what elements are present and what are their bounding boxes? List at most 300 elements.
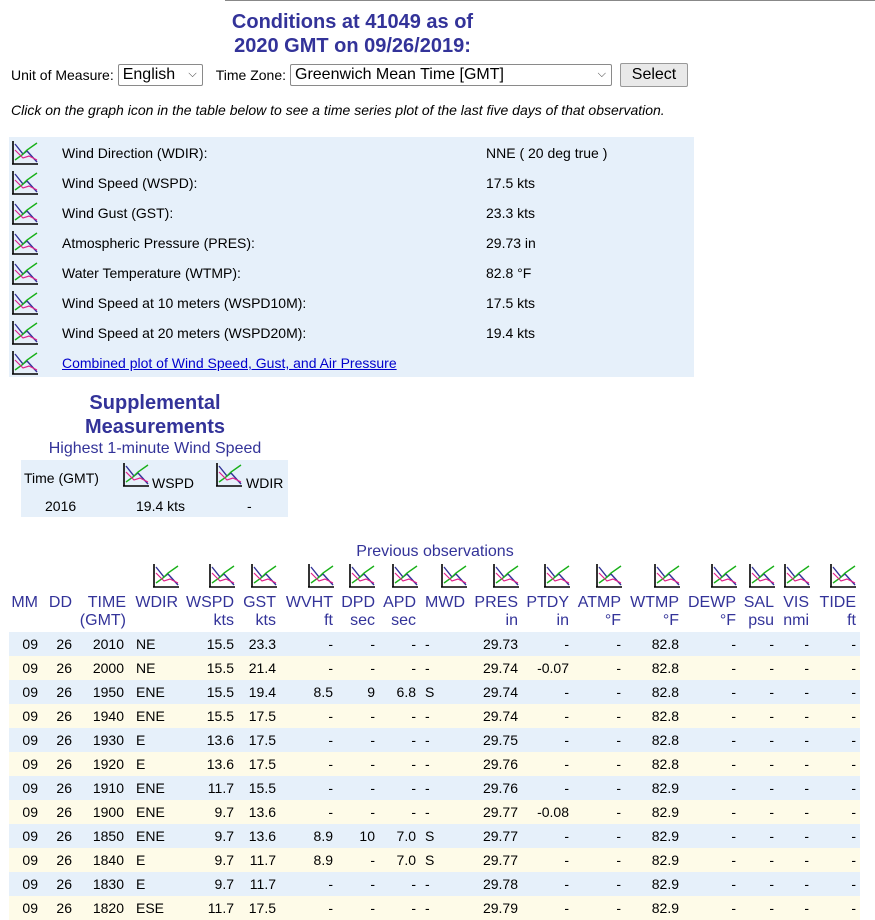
table-row [9,872,860,896]
table-cell: - [731,684,736,700]
table-row [9,704,860,728]
graph-icon-svg [307,563,335,589]
table-cell: 9.7 [214,804,234,820]
graph-icon-svg [152,563,180,589]
table-cell: - [425,804,430,820]
graph-icon[interactable] [829,563,857,594]
table-cell: 26 [56,684,72,700]
column-header: WDIR [135,594,178,611]
table-cell: - [731,804,736,820]
table-cell: 13.6 [206,756,234,772]
graph-icon-svg [11,230,39,256]
table-cell: - [804,804,809,820]
table-cell: - [769,804,774,820]
graph-icon[interactable] [748,563,776,594]
condition-row [9,287,694,317]
condition-label: Water Temperature (WTMP): [62,265,241,281]
table-cell: - [425,780,430,796]
supp-wdir-value: - [247,498,252,514]
table-cell: 09 [22,876,38,892]
table-cell: - [370,660,375,676]
condition-row [9,197,694,227]
table-cell: 09 [22,660,38,676]
previous-observations-caption: Previous observations [356,543,514,560]
supp-col-wspd: WSPD [152,475,194,491]
graph-icon[interactable] [492,563,520,594]
condition-label: Wind Speed (WSPD): [62,175,198,191]
graph-icon[interactable] [11,260,39,289]
table-cell: 26 [56,708,72,724]
table-cell: - [564,732,569,748]
table-row [9,752,860,776]
table-cell: 26 [56,660,72,676]
condition-label: Wind Direction (WDIR): [62,145,208,161]
table-cell: - [851,828,856,844]
table-cell: 29.78 [482,876,518,892]
graph-icon-svg [11,260,39,286]
graph-icon-svg [829,563,857,589]
table-cell: 09 [22,828,38,844]
table-cell: 82.8 [651,756,679,772]
table-cell: - [851,708,856,724]
graph-icon-svg [595,563,623,589]
table-cell: 29.77 [482,852,518,868]
condition-value: 82.8 °F [486,265,532,281]
table-cell: 17.5 [248,756,276,772]
table-cell: 29.76 [482,756,518,772]
table-cell: - [731,876,736,892]
table-cell: - [769,852,774,868]
combined-plot-link[interactable]: Combined plot of Wind Speed, Gust, and Air Pressure [62,355,397,371]
condition-label: Wind Speed at 10 meters (WSPD10M): [62,295,307,311]
table-cell: E [136,876,146,892]
table-cell: 11.7 [249,876,276,892]
condition-row [9,167,694,197]
condition-row [9,227,694,257]
table-row [9,896,860,920]
table-cell: 29.79 [482,900,518,916]
graph-icon[interactable] [152,563,180,594]
column-unit: kts [255,612,276,629]
table-cell: 9 [367,684,375,700]
table-cell: 23.3 [248,636,276,652]
table-cell: 11.7 [207,900,234,916]
table-cell: 1950 [92,684,124,700]
table-cell: - [731,780,736,796]
controls-bar [11,62,688,88]
graph-icon[interactable] [653,563,681,594]
table-cell: 15.5 [248,780,276,796]
table-cell: - [616,828,621,844]
table-cell: - [769,708,774,724]
table-cell: - [769,660,774,676]
graph-icon-svg [215,462,243,488]
table-cell: - [804,708,809,724]
table-cell: - [616,804,621,820]
table-cell: - [769,900,774,916]
table-cell: 7.0 [396,852,416,868]
unit-select-value: English [122,66,176,83]
table-cell: 29.75 [482,732,518,748]
graph-icon[interactable] [595,563,623,594]
column-header: MM [11,594,38,611]
table-cell: E [136,732,146,748]
table-cell: 09 [22,852,38,868]
table-cell: - [564,756,569,772]
table-cell: 1940 [92,708,124,724]
table-cell: - [411,756,416,772]
table-cell: - [328,708,333,724]
column-unit: ft [324,612,333,629]
table-cell: 19.4 [248,684,276,700]
graph-icon[interactable] [208,563,236,594]
table-cell: - [731,660,736,676]
table-cell: - [370,732,375,748]
graph-icon[interactable] [11,290,39,319]
column-header: TIME [87,594,126,611]
table-cell: - [370,708,375,724]
table-cell: 26 [56,636,72,652]
table-row [9,656,860,680]
table-cell: 1900 [92,804,124,820]
page-title [0,10,705,58]
graph-icon[interactable] [11,230,39,259]
graph-icon[interactable] [783,563,811,594]
graph-icon-svg [208,563,236,589]
table-cell: 29.77 [482,828,518,844]
table-cell: - [851,852,856,868]
table-cell: - [328,876,333,892]
table-cell: - [564,636,569,652]
table-cell: - [411,660,416,676]
table-cell: - [425,732,430,748]
column-header: WSPD [186,594,234,611]
graph-icon-svg [391,563,419,589]
conditions-table [9,137,694,377]
table-cell: - [851,756,856,772]
top-divider [225,0,875,1]
column-unit: psu [748,612,774,629]
table-cell: - [328,636,333,652]
table-cell: - [616,684,621,700]
table-cell: 17.5 [248,708,276,724]
column-header: WVHT [285,594,333,611]
table-cell: 10 [359,828,375,844]
table-cell: - [616,660,621,676]
column-unit: (GMT) [79,612,126,629]
table-cell: 26 [56,876,72,892]
column-header: PRES [474,594,518,611]
table-cell: 09 [22,636,38,652]
graph-icon[interactable] [11,200,39,229]
table-cell: - [731,756,736,772]
table-cell: - [616,756,621,772]
table-cell: - [851,780,856,796]
table-cell: 13.6 [248,828,276,844]
table-cell: - [616,732,621,748]
graph-icon[interactable] [11,350,39,379]
table-cell: 11.7 [249,852,276,868]
table-cell: - [425,708,430,724]
table-cell: S [425,828,435,844]
graph-icon[interactable] [215,462,243,491]
supplemental-title-line-2: Measurements [84,416,226,438]
table-cell: 26 [56,780,72,796]
column-header: DEWP [688,594,736,611]
table-cell: 26 [56,804,72,820]
condition-label: Wind Speed at 20 meters (WSPD20M): [62,325,307,341]
table-cell: 09 [22,732,38,748]
table-cell: ESE [136,900,165,916]
column-header: SAL [743,594,774,611]
table-cell: - [769,876,774,892]
graph-icon[interactable] [11,320,39,349]
table-cell: 8.9 [313,852,333,868]
table-cell: - [564,900,569,916]
column-header: TIDE [819,594,856,611]
table-cell: 82.8 [651,660,679,676]
condition-label: Atmospheric Pressure (PRES): [62,235,255,251]
table-cell: - [411,900,416,916]
table-cell: 1850 [92,828,124,844]
table-cell: - [370,900,375,916]
graph-icon-svg [11,140,39,166]
table-row [9,800,860,824]
table-cell: 1840 [92,852,124,868]
table-cell: - [564,780,569,796]
condition-value: 19.4 kts [486,325,536,341]
table-cell: E [136,852,146,868]
table-cell: 82.9 [651,852,679,868]
graph-icon-svg [783,563,811,589]
column-header: WTMP [630,594,679,611]
table-cell: - [616,708,621,724]
table-cell: - [328,756,333,772]
table-cell: - [425,900,430,916]
table-cell: - [731,828,736,844]
table-cell: - [411,708,416,724]
timezone-select[interactable] [290,64,612,86]
table-row [9,680,860,704]
instruction-note: Click on the graph icon in the table below to see a time series plot of the last five days of that observation. [11,102,665,118]
table-cell: - [616,876,621,892]
table-cell: 11.7 [207,780,234,796]
table-cell: S [425,852,435,868]
graph-icon[interactable] [122,462,150,491]
table-cell: 09 [22,900,38,916]
supp-time-value: 2016 [45,498,77,514]
table-cell: 1820 [92,900,124,916]
table-cell: - [370,636,375,652]
table-cell: - [731,900,736,916]
table-cell: - [328,804,333,820]
table-cell: - [616,900,621,916]
table-cell: - [731,732,736,748]
table-cell: S [425,684,435,700]
table-cell: -0.08 [537,804,569,820]
table-cell: 17.5 [248,900,276,916]
table-cell: - [411,636,416,652]
table-cell: 1920 [92,756,124,772]
graph-icon[interactable] [307,563,335,594]
column-header: GST [243,594,276,611]
table-cell: - [411,804,416,820]
table-cell: - [804,876,809,892]
table-cell: - [804,756,809,772]
table-row [9,632,860,656]
table-cell: 13.6 [248,804,276,820]
table-cell: - [804,780,809,796]
table-cell: - [851,732,856,748]
table-cell: - [411,876,416,892]
column-header: DD [48,594,72,611]
table-cell: 26 [56,756,72,772]
combined-plot-row [9,347,694,377]
title-line-2: 2020 GMT on 09/26/2019: [234,35,471,57]
table-cell: - [564,852,569,868]
table-cell: - [769,780,774,796]
table-cell: 1830 [92,876,124,892]
table-cell: ENE [136,828,165,844]
column-unit: sec [350,612,375,629]
graph-icon[interactable] [543,563,571,594]
table-cell: - [616,636,621,652]
graph-icon[interactable] [391,563,419,594]
table-cell: 2000 [92,660,124,676]
timezone-label: Time Zone: [215,67,286,83]
column-unit: °F [719,612,736,629]
table-cell: - [425,660,430,676]
table-cell: ENE [136,804,165,820]
table-cell: 26 [56,900,72,916]
table-cell: 29.74 [482,660,518,676]
condition-value: 29.73 in [486,235,536,251]
table-cell: ENE [136,684,165,700]
column-header: VIS [783,594,809,611]
table-cell: 26 [56,828,72,844]
graph-icon[interactable] [250,563,278,594]
graph-icon-svg [492,563,520,589]
table-cell: - [804,660,809,676]
table-cell: - [804,900,809,916]
table-cell: 21.4 [248,660,276,676]
table-cell: 82.8 [651,708,679,724]
condition-label: Wind Gust (GST): [62,205,174,221]
table-cell: - [370,804,375,820]
table-cell: - [564,876,569,892]
condition-row [9,137,694,167]
column-unit: °F [604,612,621,629]
table-cell: - [370,780,375,796]
supplemental-title [40,391,270,439]
table-cell: 9.7 [214,828,234,844]
table-cell: - [425,756,430,772]
graph-icon-svg [653,563,681,589]
graph-icon[interactable] [11,140,39,169]
graph-icon[interactable] [710,563,738,594]
table-cell: 9.7 [214,852,234,868]
table-cell: - [804,732,809,748]
condition-value: 23.3 kts [486,205,536,221]
table-cell: -0.07 [537,660,569,676]
table-cell: - [769,732,774,748]
table-cell: ENE [136,708,165,724]
table-cell: - [564,708,569,724]
column-unit: kts [213,612,234,629]
table-row [9,728,860,752]
column-unit: nmi [783,612,809,629]
table-cell: - [328,732,333,748]
table-row [9,824,860,848]
table-cell: 09 [22,804,38,820]
table-cell: - [328,660,333,676]
table-cell: 82.8 [651,636,679,652]
table-cell: - [804,828,809,844]
table-cell: 82.9 [651,876,679,892]
table-cell: - [564,828,569,844]
column-header: DPD [341,594,375,611]
table-cell: - [851,660,856,676]
graph-icon-svg [11,200,39,226]
table-cell: 7.0 [396,828,416,844]
table-cell: 82.9 [651,804,679,820]
table-cell: 1930 [92,732,124,748]
supp-col-time: Time (GMT) [24,470,99,486]
table-cell: - [851,900,856,916]
column-header: APD [383,594,416,611]
table-cell: 8.5 [313,684,333,700]
table-row [9,776,860,800]
table-cell: 13.6 [206,732,234,748]
condition-row [9,257,694,287]
table-cell: 15.5 [206,636,234,652]
unit-label: Unit of Measure: [11,67,114,83]
condition-value: NNE ( 20 deg true ) [486,145,608,161]
column-header: MWD [425,594,465,611]
table-cell: 82.9 [651,900,679,916]
table-cell: 26 [56,852,72,868]
table-cell: 82.8 [651,684,679,700]
table-cell: - [769,636,774,652]
table-cell: E [136,756,146,772]
chevron-down-icon: ⌵ [188,68,197,80]
graph-icon-svg [11,290,39,316]
select-button[interactable]: Select [620,63,688,87]
table-cell: - [411,780,416,796]
table-cell: 29.74 [482,708,518,724]
supplemental-title-line-1: Supplemental [89,392,221,414]
unit-select[interactable] [118,64,203,86]
graph-icon[interactable] [11,170,39,199]
table-cell: - [328,900,333,916]
table-row [9,848,860,872]
table-cell: 29.77 [482,804,518,820]
graph-icon-svg [440,563,468,589]
table-cell: - [851,684,856,700]
table-cell: - [804,636,809,652]
graph-icon-svg [348,563,376,589]
table-cell: 09 [22,756,38,772]
table-cell: 9.7 [214,876,234,892]
graph-icon-svg [11,320,39,346]
table-cell: - [370,852,375,868]
title-line-1: Conditions at 41049 as of [231,11,474,33]
graph-icon[interactable] [440,563,468,594]
graph-icon[interactable] [348,563,376,594]
table-cell: - [769,684,774,700]
condition-row [9,317,694,347]
table-cell: 17.5 [248,732,276,748]
